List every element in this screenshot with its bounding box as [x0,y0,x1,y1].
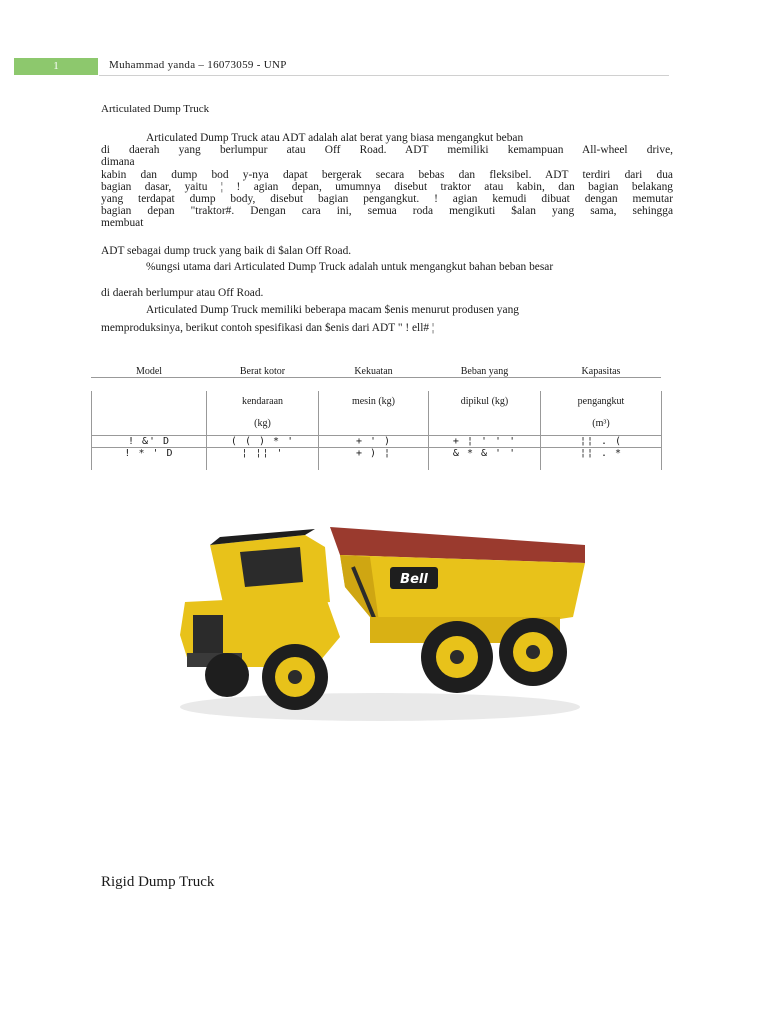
paragraph-1 [101,132,673,230]
column-header-berat: Berat kotor [239,366,286,377]
paragraph-line: Articulated Dump Truck atau ADT adalah alat berat yang biasa mengangkut beban [146,132,524,144]
table-subheader-row [92,391,662,436]
dump-truck-image [165,517,605,732]
paragraph-line: dimana [101,156,135,169]
table-cell: + ' ) [319,436,429,448]
table-row [92,436,662,448]
table-cell: kendaraan (kg) [207,391,319,436]
spec-table [91,366,662,470]
table-cell: ( ( ) * ' [207,436,319,448]
table-cell: ¦¦ . ( [541,436,662,448]
column-header-beban: Beban yang [460,366,509,377]
header-divider [99,75,669,76]
table-cell: ! &' D [92,436,207,448]
paragraph-2-line-1: %ungsi utama dari Articulated Dump Truck adalah untuk mengangkut bahan beban besar [146,261,554,273]
paragraph-line: kabin dan dump bod y-nya dapat bergerak secara bebas dan fleksibel. ADT terdiri dari dua [101,168,673,181]
table-cell: dipikul (kg) [429,391,541,436]
page-number: 1 [14,58,98,75]
table-cell: mesin (kg) [319,391,429,436]
table-cell: + ¦ ' ' ' [429,436,541,448]
paragraph-line: bagian depan "traktor#. Dengan cara ini, semua roda mengikuti $alan yang sama, sehingga [101,205,673,218]
paragraph-line: bagian dasar, yaitu ¦ ! agian depan, umumnya disebut traktor atau kabin, dan bagian belakang [101,180,673,193]
section-title: Articulated Dump Truck [101,103,210,115]
table-cell: pengangkut (m³) [541,391,662,436]
table-header-row [92,377,662,391]
dump-truck-illustration [165,517,605,732]
column-header-kekuatan: Kekuatan [354,366,393,377]
bell-logo: Bell [400,572,428,587]
table-row [92,448,662,471]
table-cell: ! * ' D [92,448,207,471]
paragraph-line: di daerah yang berlumpur atau Off Road. ADT memiliki kemampuan All-wheel drive, [101,144,673,157]
paragraph-3-line-1: Articulated Dump Truck memiliki beberapa macam $enis menurut produsen yang [146,304,519,316]
header-author: Muhammad yanda – 16073059 - UNP [109,59,287,71]
paragraph-line: yang terdapat dump body, disebut bagian pengangkut. ! agian kemudi dibuat dengan memutar [101,193,673,206]
column-header-model: Model [135,366,163,377]
section-title-rigid: Rigid Dump Truck [101,874,215,890]
table-cell: ¦ ¦¦ ' [207,448,319,471]
table-cell [92,391,207,436]
table-cell: + ) ¦ [319,448,429,471]
column-header-kapasitas: Kapasitas [581,366,621,377]
paragraph-1-end: ADT sebagai dump truck yang baik di $alan Off Road. [101,245,352,257]
table-cell: ¦¦ . * [541,448,662,471]
paragraph-line: membuat [101,217,144,230]
paragraph-3-line-2: memproduksinya, berikut contoh spesifikasi dan $enis dari ADT " ! ell# ¦ [101,322,435,334]
paragraph-2-line-2: di daerah berlumpur atau Off Road. [101,287,264,299]
table-cell: & * & ' ' [429,448,541,471]
